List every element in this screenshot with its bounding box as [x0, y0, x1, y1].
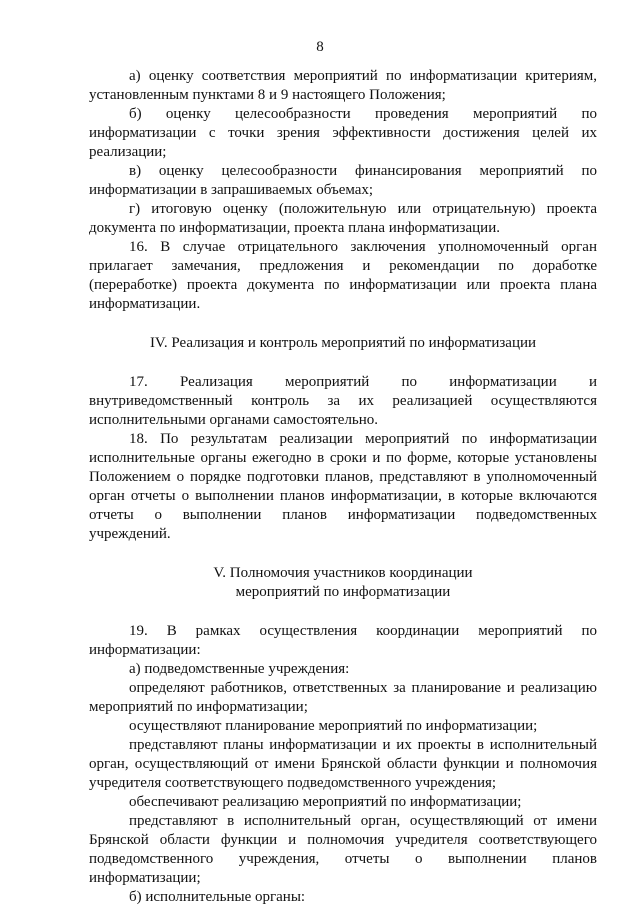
spacer: [89, 544, 597, 564]
paragraph: а) подведомственные учреждения:: [129, 661, 350, 677]
document-body: [89, 67, 597, 907]
paragraph: представляют планы информатизации и их проекты в исполнительный орган, осуществляющий от имени Брянской области функции и полномочия учредителя соответствующего подведомственного учреждения;: [89, 737, 597, 791]
paragraph: б) исполнительные органы:: [129, 889, 306, 905]
paragraph: 17. Реализация мероприятий по информатизации и внутриведомственный контроль за их реализацией осуществляются исполнительными органами самостоятельно.: [89, 374, 597, 428]
paragraph: обеспечивают реализацию мероприятий по информатизации;: [129, 794, 522, 810]
paragraph: 19. В рамках осуществления координации мероприятий по информатизации:: [89, 623, 597, 658]
paragraph: 18. По результатам реализации мероприятий по информатизации исполнительные органы ежегодно в сроки и по форме, которые установлены Положением о порядке подготовки планов, представляют в уполномоченный орган отчеты о выполнении планов информатизации, в которые включаются отчеты о выполнении планов информатизации подведомственных учреждений.: [89, 431, 597, 542]
paragraph: б) оценку целесообразности проведения мероприятий по информатизации с точки зрения эффективности достижения целей их реализации;: [89, 106, 597, 160]
paragraph: представляют в исполнительный орган, осуществляющий от имени Брянской области функции и полномочия учредителя соответствующего подведомственного учреждения, отчеты о выполнении планов информатизации;: [89, 813, 597, 886]
paragraph: определяют работников, ответственных за планирование и реализацию мероприятий по информатизации;: [89, 680, 597, 715]
section-heading: IV. Реализация и контроль мероприятий по информатизации: [149, 335, 537, 351]
paragraph: 16. В случае отрицательного заключения уполномоченный орган прилагает замечания, предложения и рекомендации по доработке (переработке) проекта документа по информатизации или проекта плана информатизации.: [89, 239, 597, 312]
spacer: [89, 314, 597, 334]
spacer: [89, 602, 597, 622]
paragraph: а) оценку соответствия мероприятий по информатизации критериям, установленным пунктами 8 и 9 настоящего Положения;: [89, 68, 597, 103]
page-number: 8: [316, 39, 324, 55]
paragraph: г) итоговую оценку (положительную или отрицательную) проекта документа по информатизации, проекта плана информатизации.: [89, 201, 597, 236]
section-heading-line: V. Полномочия участников координации: [213, 565, 473, 581]
paragraph: осуществляют планирование мероприятий по информатизации;: [129, 718, 538, 734]
paragraph: в) оценку целесообразности финансирования мероприятий по информатизации в запрашиваемых объемах;: [89, 163, 597, 198]
spacer: [89, 353, 597, 373]
section-heading-line: мероприятий по информатизации: [235, 584, 451, 600]
